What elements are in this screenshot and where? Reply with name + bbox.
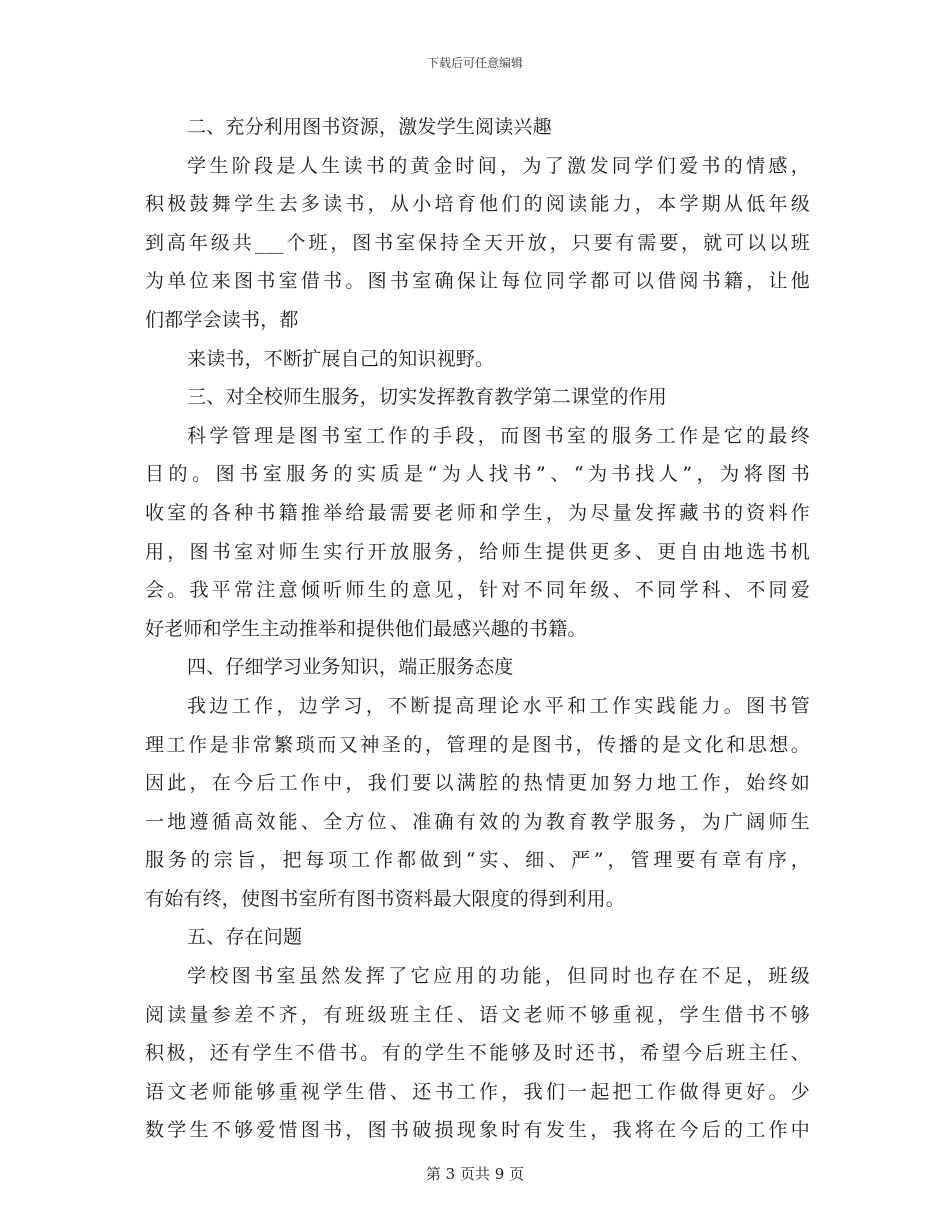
document-body	[145, 108, 810, 1150]
text-line: 学校图书室虽然发挥了它应用的功能，但同时也存在不足，班级	[187, 965, 810, 988]
text-line: 到高年级共___个班，图书室保持全天开放，只要有需要，就可以以班	[145, 231, 810, 254]
text-line: 积极，还有学生不借书。有的学生不能够及时还书，希望今后班主任、	[145, 1042, 810, 1065]
text-line: 积极鼓舞学生去多读书，从小培育他们的阅读能力，本学期从低年级	[145, 193, 810, 216]
text-line: 四、仔细学习业务知识，端正服务态度	[187, 656, 514, 679]
text-line: 目的。图书室服务的实质是“为人找书”、“为书找人”，为将图书	[145, 463, 810, 486]
text-line: 我边工作，边学习，不断提高理论水平和工作实践能力。图书管	[187, 694, 810, 717]
text-line: 数学生不够爱惜图书，图书破损现象时有发生，我将在今后的工作中	[145, 1119, 810, 1142]
page-number: 第 3 页共 9 页	[425, 1165, 525, 1183]
text-line: 五、存在问题	[187, 926, 303, 949]
text-line: 理工作是非常繁琐而又神圣的，管理的是图书，传播的是文化和思想。	[145, 733, 810, 756]
text-line: 用，图书室对师生实行开放服务，给师生提供更多、更自由地选书机	[145, 540, 810, 563]
text-line: 科学管理是图书室工作的手段，而图书室的服务工作是它的最终	[187, 424, 810, 447]
text-line: 一地遵循高效能、全方位、准确有效的为教育教学服务，为广阔师生	[145, 810, 810, 833]
text-line: 学生阶段是人生读书的黄金时间，为了激发同学们爱书的情感，	[187, 154, 810, 177]
text-line: 因此，在今后工作中，我们要以满腔的热情更加努力地工作，始终如	[145, 772, 810, 795]
text-line: 有始有终，使图书室所有图书资料最大限度的得到利用。	[145, 887, 626, 910]
text-line: 二、充分利用图书资源，激发学生阅读兴趣	[187, 116, 552, 138]
page-header: 下载后可任意编辑	[426, 56, 523, 70]
text-line: 阅读量参差不齐，有班级班主任、语文老师不够重视，学生借书不够	[145, 1003, 810, 1026]
text-line: 来读书，不断扩展自己的知识视野。	[187, 347, 495, 370]
text-line: 服务的宗旨，把每项工作都做到“实、细、严”，管理要有章有序，	[145, 849, 810, 872]
text-line: 好老师和学生主动推举和提供他们最感兴趣的书籍。	[145, 617, 587, 640]
text-line: 会。我平常注意倾听师生的意见，针对不同年级、不同学科、不同爱	[145, 579, 810, 602]
text-line: 们都学会读书，都	[145, 308, 299, 331]
text-line: 语文老师能够重视学生借、还书工作，我们一起把工作做得更好。少	[145, 1080, 810, 1103]
text-line: 为单位来图书室借书。图书室确保让每位同学都可以借阅书籍，让他	[145, 270, 810, 293]
text-line: 收室的各种书籍推举给最需要老师和学生，为尽量发挥藏书的资料作	[145, 501, 810, 524]
text-line: 三、对全校师生服务，切实发挥教育教学第二课堂的作用	[187, 386, 668, 409]
